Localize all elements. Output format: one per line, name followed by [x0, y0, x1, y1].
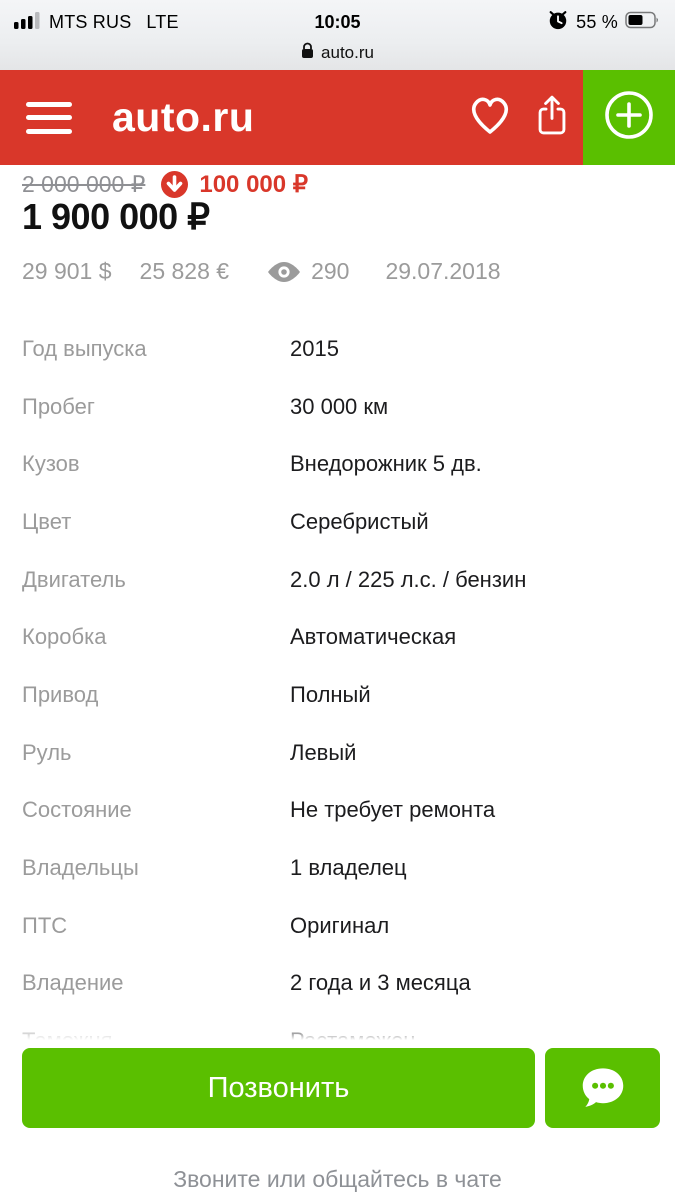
- heart-icon: [465, 91, 515, 144]
- spec-label: Руль: [22, 739, 72, 765]
- spec-label: Пробег: [22, 393, 95, 419]
- spec-value: Серебристый: [290, 508, 429, 534]
- add-listing-button[interactable]: [583, 70, 675, 165]
- auto-ru-logo[interactable]: auto.ru: [112, 94, 255, 140]
- chat-bubble-icon: [576, 1061, 630, 1115]
- spec-value: 2015: [290, 335, 339, 361]
- menu-button[interactable]: [26, 102, 72, 134]
- status-bar: [0, 0, 675, 70]
- url-text: auto.ru: [321, 43, 374, 62]
- current-price: 1 900 000 ₽: [22, 196, 210, 237]
- price-drop-badge: [160, 170, 308, 199]
- app-header: [0, 70, 675, 165]
- spec-label: Цвет: [22, 508, 72, 534]
- chat-button[interactable]: [545, 1048, 660, 1128]
- bottom-caption: Звоните или общайтесь в чате: [173, 1166, 502, 1192]
- spec-value: Внедорожник 5 дв.: [290, 451, 482, 477]
- spec-row-drive: [22, 666, 653, 724]
- old-price: 2 000 000 ₽: [22, 171, 146, 197]
- call-button[interactable]: Позвонить: [22, 1048, 535, 1128]
- spec-label: Владение: [22, 970, 124, 996]
- spec-value: Левый: [290, 739, 357, 765]
- spec-row-transmission: [22, 608, 653, 666]
- spec-row-body: [22, 435, 653, 493]
- spec-row-engine: [22, 551, 653, 609]
- spec-label: Кузов: [22, 451, 80, 477]
- spec-label: ПТС: [22, 912, 68, 938]
- lock-icon: [301, 42, 314, 64]
- listing-date: 29.07.2018: [385, 258, 501, 284]
- spec-row-owners: [22, 839, 653, 897]
- alarm-icon: [547, 9, 569, 36]
- eye-icon: [267, 261, 301, 283]
- bottom-action-bar: [0, 1040, 675, 1200]
- views-counter: [267, 258, 349, 285]
- spec-row-condition: [22, 782, 653, 840]
- spec-value: 2.0 л / 225 л.с. / бензин: [290, 566, 527, 592]
- views-count: 290: [311, 258, 350, 284]
- carrier-label: MTS RUS: [49, 11, 132, 32]
- signal-strength-icon: [14, 11, 42, 34]
- spec-label: Привод: [22, 681, 99, 707]
- address-bar[interactable]: [0, 38, 675, 68]
- spec-label: Двигатель: [22, 566, 126, 592]
- spec-value: Оригинал: [290, 912, 390, 938]
- spec-label: Коробка: [22, 624, 107, 650]
- favorite-button[interactable]: [459, 70, 521, 165]
- spec-row-ownership: [22, 955, 653, 1013]
- spec-row-steering: [22, 724, 653, 782]
- network-type-label: LTE: [146, 11, 179, 32]
- spec-value: 1 владелец: [290, 855, 407, 881]
- spec-value: 30 000 км: [290, 393, 389, 419]
- clock-time: 10:05: [314, 11, 361, 32]
- discount-amount: 100 000 ₽: [199, 171, 309, 198]
- spec-label: Состояние: [22, 797, 132, 823]
- spec-list: [22, 320, 653, 1070]
- spec-row-mileage: [22, 378, 653, 436]
- spec-value: Полный: [290, 681, 371, 707]
- price-meta-row: [22, 258, 501, 285]
- battery-percent-label: 55 %: [576, 11, 618, 32]
- price-usd: 29 901 $: [22, 258, 112, 284]
- discount-row: [22, 170, 308, 199]
- spec-row-year: [22, 320, 653, 378]
- price-eur: 25 828 €: [139, 258, 230, 284]
- plus-circle-icon: [601, 87, 657, 148]
- share-button[interactable]: [521, 70, 583, 165]
- spec-label: Год выпуска: [22, 335, 147, 361]
- battery-icon: [625, 11, 661, 34]
- spec-value: Автоматическая: [290, 624, 457, 650]
- spec-label: Владельцы: [22, 855, 139, 881]
- price-drop-arrow-icon: [160, 170, 189, 199]
- spec-row-color: [22, 493, 653, 551]
- share-icon: [529, 90, 575, 145]
- spec-value: Не требует ремонта: [290, 797, 496, 823]
- spec-value: 2 года и 3 месяца: [290, 970, 471, 996]
- spec-row-pts: [22, 897, 653, 955]
